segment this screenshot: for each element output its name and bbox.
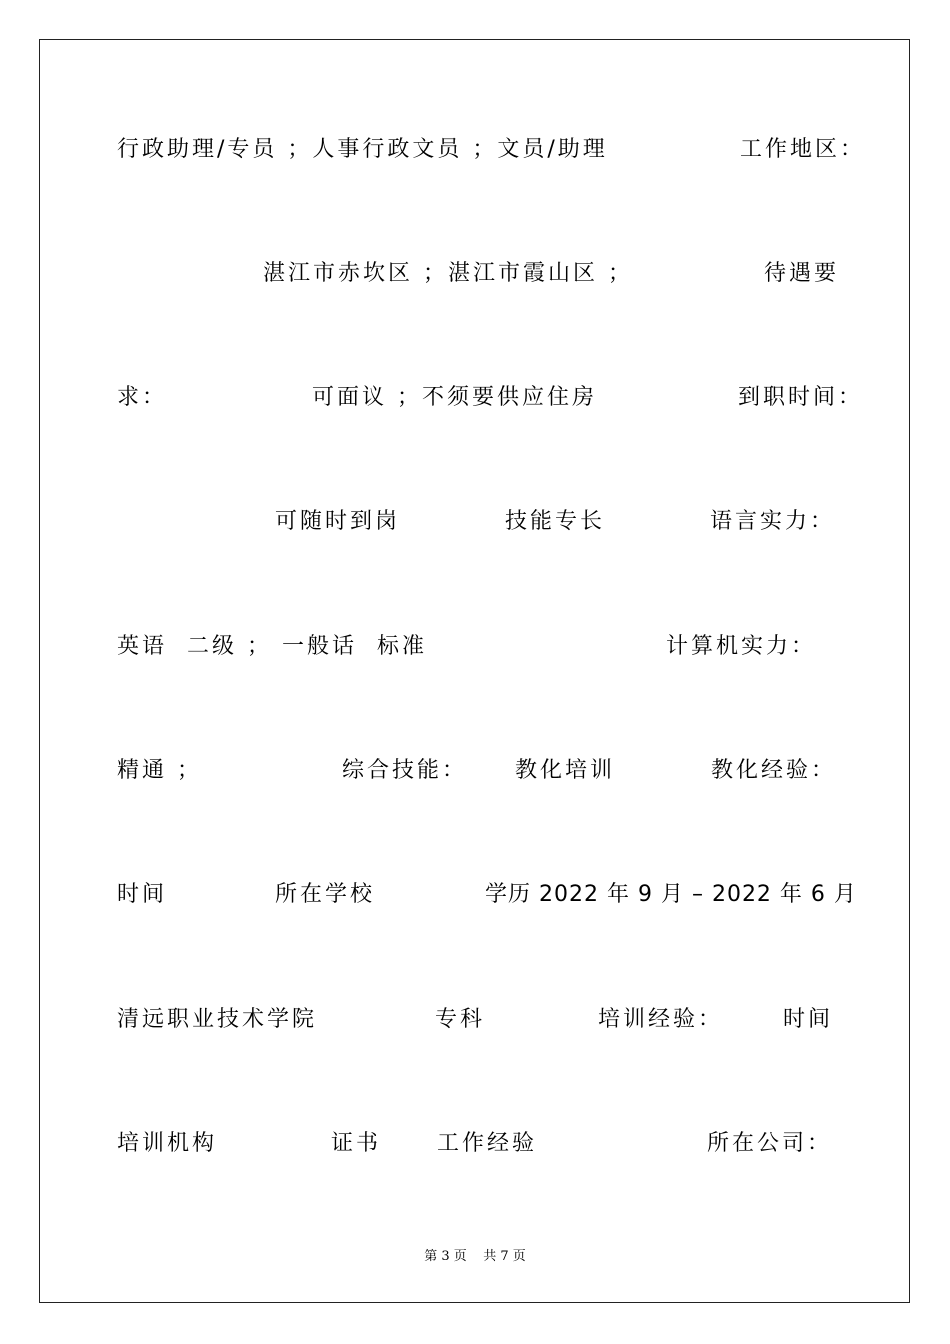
text-line-9: [0, 1130, 950, 1170]
line-8-segment-4: 时间: [783, 1007, 834, 1032]
line-2-segment-1: 湛江市赤坎区 ；湛江市霞山区 ；: [263, 261, 633, 286]
line-1-segment-2: 工作地区：: [740, 137, 866, 162]
line-2-segment-2: 待遇要: [764, 261, 840, 286]
line-9-segment-3: 工作经验: [437, 1131, 538, 1156]
line-6-segment-1: 精通 ；: [117, 758, 202, 783]
line-5-segment-2: 计算机实力：: [666, 634, 817, 659]
line-9-segment-4: 所在公司：: [707, 1131, 833, 1156]
line-8-segment-1: 清远职业技术学院: [117, 1007, 318, 1032]
line-6-segment-2: 综合技能：: [342, 758, 468, 783]
line-7-segment-2: 所在学校: [275, 882, 376, 907]
text-line-6: [0, 757, 950, 797]
line-6-segment-3: 教化培训: [515, 758, 616, 783]
line-6-segment-4: 教化经验：: [711, 758, 837, 783]
line-3-segment-1: 求：: [117, 385, 168, 410]
text-line-7: [0, 881, 950, 921]
line-3-segment-3: 到职时间：: [738, 385, 864, 410]
line-7-segment-1: 时间: [117, 882, 168, 907]
line-4-segment-2: 技能专长: [505, 509, 606, 534]
line-4-segment-1: 可随时到岗: [275, 509, 401, 534]
text-line-1: [0, 136, 950, 176]
page-number-footer: 第 3 页 共 7 页: [424, 1249, 526, 1264]
text-line-5: [0, 633, 950, 673]
text-line-4: [0, 508, 950, 548]
line-5-segment-1: 英语 二级 ； 一般话 标准: [117, 634, 427, 659]
line-1-segment-1: 行政助理/专员 ；人事行政文员 ；文员/助理: [117, 137, 608, 162]
line-3-segment-2: 可面议 ；不须要供应住房: [312, 385, 597, 410]
text-line-8: [0, 1006, 950, 1046]
line-7-segment-3: 学历 2022 年 9 月 – 2022 年 6 月: [485, 882, 857, 907]
line-4-segment-3: 语言实力：: [710, 509, 836, 534]
line-8-segment-2: 专科: [435, 1007, 486, 1032]
text-line-3: [0, 384, 950, 424]
text-line-2: [0, 260, 950, 300]
line-9-segment-2: 证书: [331, 1131, 382, 1156]
line-9-segment-1: 培训机构: [117, 1131, 218, 1156]
line-8-segment-3: 培训经验：: [598, 1007, 724, 1032]
